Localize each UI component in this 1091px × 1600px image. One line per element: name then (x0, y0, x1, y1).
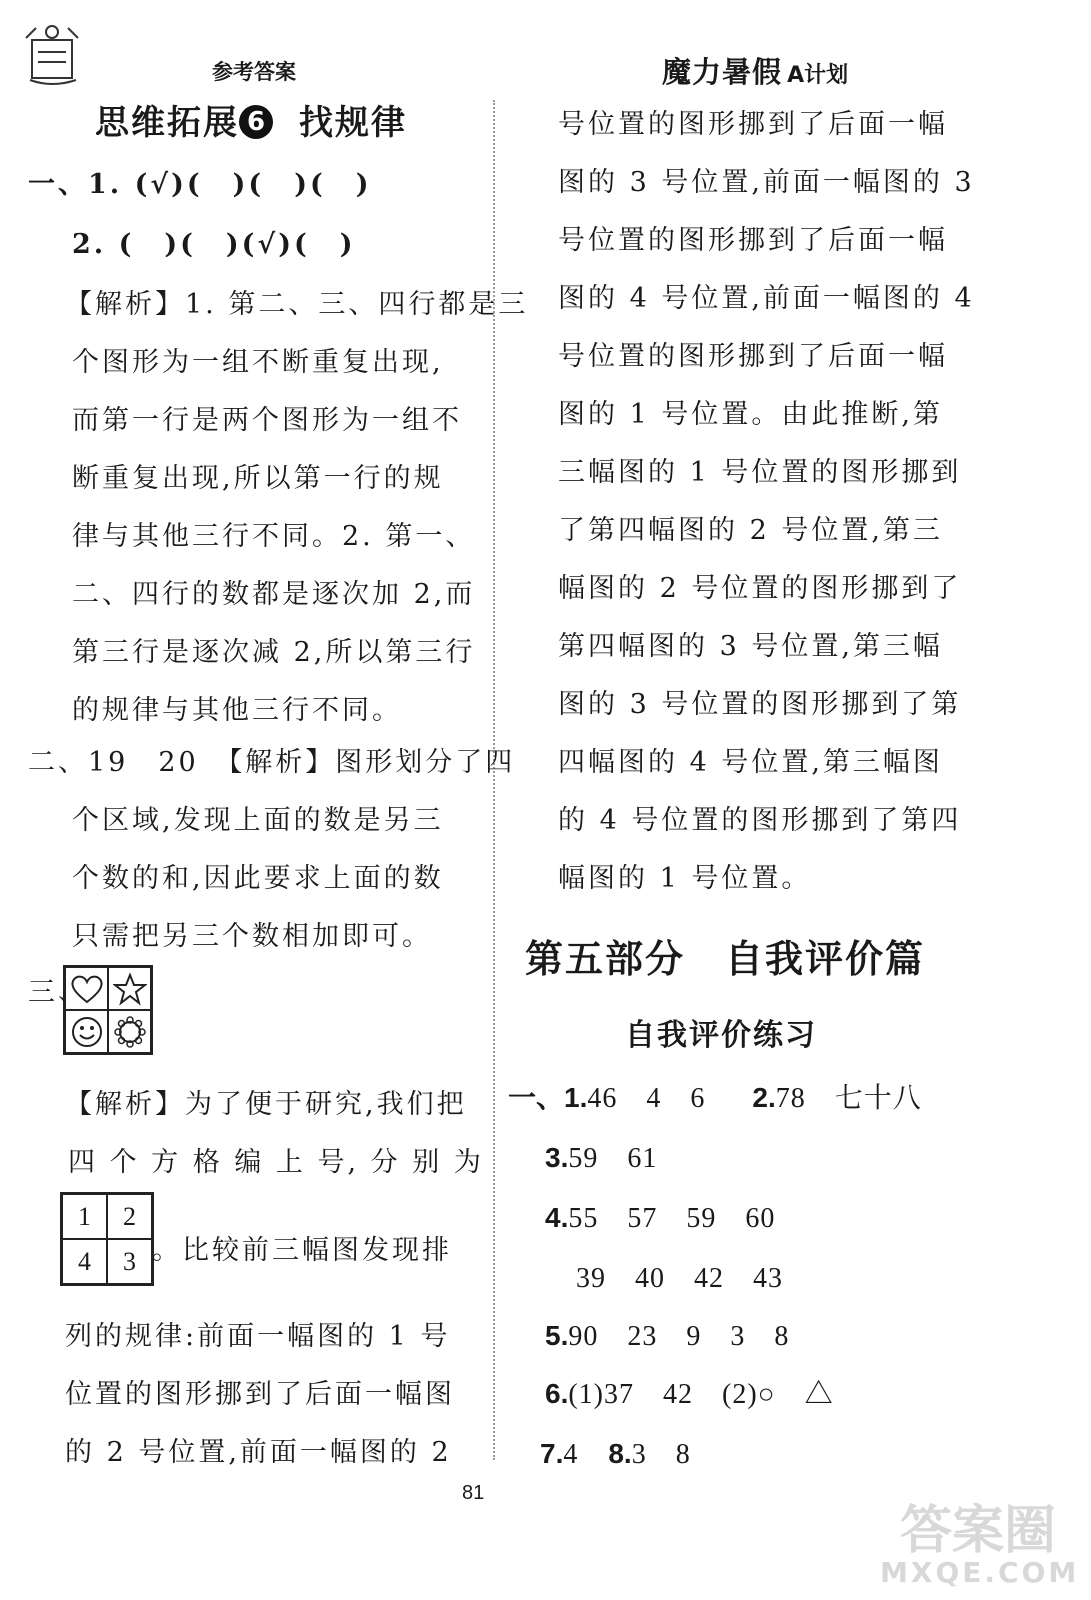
analysis-3-line: 位置的图形挪到了后面一幅图 (65, 1379, 455, 1410)
answer-2-line: 二、19 20 【解析】图形划分了四 (28, 747, 516, 778)
section-number-badge: 6 (239, 105, 273, 139)
header-brand-title: 魔力暑假 (662, 55, 783, 89)
answer-value: 55 57 59 60 (568, 1203, 776, 1234)
answer-value: 39 40 42 43 (576, 1263, 784, 1294)
answer-1-2: 2. ( )( )(√)( ) (72, 229, 356, 260)
analysis-3-inline: 。比较前三幅图发现排 (152, 1235, 452, 1266)
answer-value: 59 61 (568, 1143, 658, 1174)
continuation-line: 号位置的图形挪到了后面一幅 (558, 225, 948, 256)
continuation-line: 的 4 号位置的图形挪到了第四 (558, 805, 962, 836)
continuation-line: 号位置的图形挪到了后面一幅 (558, 109, 948, 140)
continuation-line: 幅图的 1 号位置。 (558, 863, 812, 894)
analysis-3-line: 的 2 号位置,前面一幅图的 2 (65, 1437, 452, 1468)
grid-cell-2: 2 (107, 1194, 152, 1239)
page-number: 81 (462, 1482, 485, 1504)
analysis-1-line: 断重复出现,所以第一行的规 (72, 463, 444, 494)
answer-2-line: 个数的和,因此要求上面的数 (72, 863, 444, 894)
section-title-post: 找规律 (299, 103, 407, 143)
answer-value: 46 4 6 (587, 1083, 735, 1114)
continuation-line: 幅图的 2 号位置的图形挪到了 (558, 573, 962, 604)
analysis-3-line: 四 个 方 格 编 上 号, 分 别 为 (68, 1147, 484, 1178)
answer-row-1 (508, 1076, 922, 1116)
grid-cell-4: 4 (62, 1239, 107, 1284)
number-grid (60, 1192, 154, 1286)
analysis-1-line: 律与其他三行不同。2. 第一、 (72, 521, 476, 552)
answer-label: 8. (608, 1438, 632, 1469)
part-title: 第五部分 自我评价篇 (525, 937, 926, 981)
continuation-line: 图的 1 号位置。由此推断,第 (558, 399, 943, 430)
continuation-line: 图的 3 号位置,前面一幅图的 3 (558, 167, 975, 198)
heart-icon (65, 967, 108, 1010)
answer-value: 78 七十八 (775, 1083, 922, 1114)
answer-value: 90 23 9 3 8 (568, 1321, 790, 1352)
section-title (95, 95, 407, 144)
analysis-1-line: 【解析】1. 第二、三、四行都是三 (65, 289, 529, 320)
continuation-line: 三幅图的 1 号位置的图形挪到 (558, 457, 962, 488)
analysis-1-line: 第三行是逐次减 2,所以第三行 (72, 637, 476, 668)
analysis-1-line: 二、四行的数都是逐次加 2,而 (72, 579, 476, 610)
answer-2-line: 只需把另三个数相加即可。 (72, 921, 432, 952)
header-brand (662, 50, 848, 91)
answer-value: 3 8 (631, 1439, 691, 1470)
answer-label: 6. (545, 1378, 569, 1409)
grid-cell-1: 1 (62, 1194, 107, 1239)
logo-icon (24, 22, 84, 92)
answer-label: 4. (545, 1202, 569, 1233)
answer-label: 5. (545, 1320, 569, 1351)
answer-row-4 (545, 1196, 775, 1236)
analysis-3-line: 【解析】为了便于研究,我们把 (65, 1089, 467, 1120)
shape-grid (63, 965, 153, 1055)
answer-value: (1)37 42 (2)○ △ (568, 1379, 834, 1410)
answer-label: 2. (752, 1082, 776, 1113)
answer-2-line: 个区域,发现上面的数是另三 (72, 805, 444, 836)
continuation-line: 四幅图的 4 号位置,第三幅图 (558, 747, 943, 778)
answer-row-4b (576, 1256, 783, 1296)
answer-value: 4 (563, 1439, 579, 1470)
answer-row-3 (545, 1136, 657, 1176)
answer-1-1: 一、1. (√)( )( )( ) (28, 169, 372, 200)
flower-icon (108, 1010, 151, 1053)
analysis-1-line: 而第一行是两个图形为一组不 (72, 405, 462, 436)
smiley-icon (65, 1010, 108, 1053)
continuation-line: 了第四幅图的 2 号位置,第三 (558, 515, 943, 546)
analysis-3-line: 列的规律:前面一幅图的 1 号 (65, 1321, 451, 1352)
watermark-text: 答案圈 (900, 1501, 1057, 1561)
header-left-label: 参考答案 (212, 60, 296, 84)
answer-label: 7. (540, 1438, 564, 1469)
answer-row-5 (545, 1314, 789, 1354)
watermark-url: MXQE.COM (880, 1556, 1080, 1589)
answer-row-7 (540, 1432, 691, 1472)
analysis-1-line: 个图形为一组不断重复出现, (72, 347, 444, 378)
answer-3-label: 三、 (28, 977, 88, 1008)
section-title-pre: 思维拓展 (95, 103, 239, 143)
star-icon (108, 967, 151, 1010)
continuation-line: 第四幅图的 3 号位置,第三幅 (558, 631, 943, 662)
continuation-line: 图的 3 号位置的图形挪到了第 (558, 689, 962, 720)
header-brand-suffix: A计划 (787, 63, 849, 88)
answer-label: 一、1. (508, 1082, 588, 1113)
practice-title: 自我评价练习 (625, 1018, 817, 1053)
answer-row-6 (545, 1372, 834, 1412)
analysis-1-line: 的规律与其他三行不同。 (72, 695, 402, 726)
continuation-line: 号位置的图形挪到了后面一幅 (558, 341, 948, 372)
grid-cell-3: 3 (107, 1239, 152, 1284)
answer-label: 3. (545, 1142, 569, 1173)
continuation-line: 图的 4 号位置,前面一幅图的 4 (558, 283, 975, 314)
